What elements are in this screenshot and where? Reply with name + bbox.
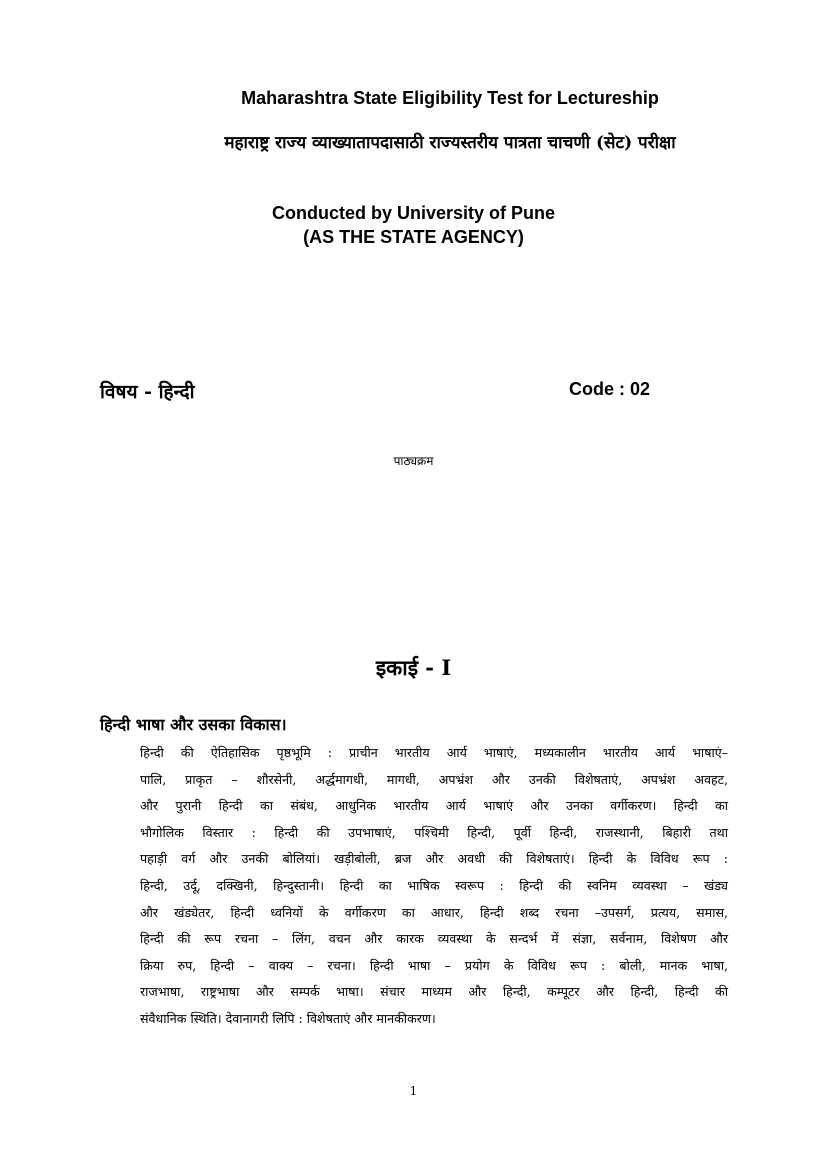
- body-line: भौगोलिक विस्तार : हिन्दी की उपभाषाएं, पश्चिमी हिन्दी, पूर्वी हिन्दी, राजस्थानी, बिहारी तथा: [140, 824, 728, 840]
- body-line: हिन्दी की ऐतिहासिक पृष्ठभूमि : प्राचीन भारतीय आर्य भाषाएं, मध्यकालीन भारतीय आर्य भाषाएं–: [140, 745, 728, 760]
- body-line: और पुरानी हिन्दी का संबंध, आधुनिक भारतीय आर्य भाषाएं और उनका वर्गीकरण। हिन्दी का: [140, 798, 728, 814]
- body-line: हिन्दी, उर्दू, दक्खिनी, हिन्दुस्तानी। हिन्दी का भाषिक स्वरूप : हिन्दी की स्वनिम व्यवस्था – खंड्य: [140, 877, 728, 893]
- subject-label: विषय - हिन्दी: [100, 381, 195, 403]
- conducting-body: [0, 201, 827, 249]
- title-english: Maharashtra State Eligibility Test for Lectureship: [241, 88, 659, 108]
- page-number: 1: [409, 1084, 418, 1098]
- body-line: हिन्दी की रूप रचना – लिंग, वचन और कारक व्यवस्था के सन्दर्भ में संज्ञा, सर्वनाम, विशेषण और: [140, 931, 728, 947]
- body-line: और खंड्येतर, हिन्दी ध्वनियों के वर्गीकरण का आधार, हिन्दी शब्द रचना –उपसर्ग, प्रत्यय, समास,: [140, 904, 728, 920]
- subject-code: Code : 02: [569, 379, 651, 399]
- body-line: पहाड़ी वर्ग और उनकी बोलियां। खड़ीबोली, ब्रज और अवधी की विशेषताएं। हिन्दी के विविध रूप :: [140, 851, 728, 867]
- conducted-by-line: Conducted by University of Pune: [271, 203, 556, 223]
- body-line: संवैधानिक स्थिति। देवानागरी लिपि : विशेषताएं और मानकीकरण।: [140, 1010, 436, 1026]
- title-marathi: महाराष्ट्र राज्य व्याख्यातापदासाठी राज्यस्तरीय पात्रता चाचणी (सेट) परीक्षा: [224, 133, 676, 153]
- body-line: क्रिया रुप, हिन्दी – वाक्य – रचना। हिन्दी भाषा – प्रयोग के विविध रूप : बोली, मानक भाषा,: [140, 957, 728, 973]
- body-line: राजभाषा, राष्ट्रभाषा और सम्पर्क भाषा। संचार माध्यम और हिन्दी, कम्पूटर और हिन्दी, हिन्दी की: [140, 984, 728, 1000]
- unit-title: इकाई - I: [375, 655, 452, 680]
- agency-line: (AS THE STATE AGENCY): [303, 227, 524, 247]
- syllabus-label: पाठ्यक्रम: [393, 454, 434, 468]
- section-heading: हिन्दी भाषा और उसका विकास।: [100, 715, 287, 734]
- section-body: [140, 740, 728, 1033]
- body-line: पालि, प्राकृत – शौरसेनी, अर्द्धमागधी, मागधी, अपभ्रंश और उनकी विशेषताएं, अपभ्रंश अवहट,: [140, 771, 728, 787]
